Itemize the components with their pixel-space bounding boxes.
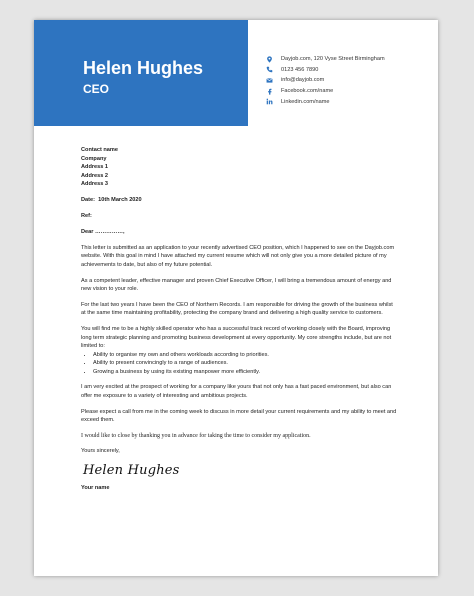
contact-block <box>266 54 385 107</box>
email-icon <box>266 77 273 84</box>
recipient-address <box>81 146 397 189</box>
signoff-name: Your name <box>81 485 110 492</box>
letter-body <box>81 146 397 493</box>
recipient-address-line2: Address 2 <box>81 172 109 179</box>
paragraph-experience: For the last two years I have been the CEO of Northern Records. I am responsible for driving the growth of the business whilst at the same time maintaining profitability, protecting the company brand and delivering a high quality service to customers. <box>81 301 393 317</box>
handwritten-signature: Helen Hughes <box>83 463 180 479</box>
linkedin-icon <box>266 98 273 105</box>
contact-email-text: info@dayjob.com <box>281 77 325 84</box>
salutation: Dear ……………, <box>81 229 125 236</box>
facebook-icon <box>266 88 273 95</box>
paragraph-intro: This letter is submitted as an application to your recently advertised CEO position, which I happened to see on the Dayjob.com website. With this goal in mind I have attached my current resume which will not only give you a more detailed picture of my achievements to date, but also of my future potential. <box>81 244 395 268</box>
list-item: • Ability to present convincingly to a range of audiences. <box>93 359 397 368</box>
list-item: • Ability to organise my own and others workloads according to priorities. <box>93 351 397 360</box>
phone-icon <box>266 66 273 73</box>
paragraph-excitement: I am very excited at the prospect of working for a company like yours that not only has a fast paced environment, but also can offer me exposure to a variety of interesting and ambitious projects. <box>81 384 392 400</box>
contact-linkedin-text: Linkedin.com/name <box>281 98 330 105</box>
location-pin-icon <box>266 56 273 63</box>
recipient-contact-name: Contact name <box>81 147 118 153</box>
recipient-company: Company <box>81 155 107 162</box>
paragraph-leader: As a competent leader, effective manager and proven Chief Executive Officer, I will bring a tremendous amount of energy and new vision to your role. <box>81 277 392 293</box>
paragraph-closing: I would like to close by thanking you in advance for taking the time to consider my application. <box>81 432 311 439</box>
recipient-address-line3: Address 3 <box>81 181 109 188</box>
applicant-name: Helen Hughes <box>83 58 204 78</box>
closing-phrase: Yours sincerely, <box>81 448 120 455</box>
list-item: • Growing a business by using its existing manpower more efficiently. <box>93 368 397 377</box>
recipient-address-line1: Address 1 <box>81 164 109 171</box>
reference-line: Ref: <box>81 212 92 219</box>
applicant-title: CEO <box>83 82 110 96</box>
strengths-list <box>81 351 397 377</box>
contact-address <box>266 54 385 65</box>
contact-facebook <box>266 86 385 97</box>
contact-linkedin <box>266 96 385 107</box>
date-value: 10th March 2020 <box>98 196 142 203</box>
contact-phone-text: 0123 456 7890 <box>281 66 319 73</box>
contact-address-text: Dayjob.com, 120 Vyse Street Birmingham <box>281 56 385 63</box>
letter-page <box>34 20 438 576</box>
contact-phone <box>266 65 385 76</box>
contact-email <box>266 75 385 86</box>
date-label: Date: <box>81 196 95 203</box>
contact-facebook-text: Facebook.com/name <box>281 88 334 95</box>
header-banner <box>34 20 248 126</box>
letter-date <box>81 196 397 205</box>
paragraph-call: Please expect a call from me in the coming week to discuss in more detail your current requirements and my ability to meet and exceed them. <box>81 408 397 424</box>
paragraph-strengths: You will find me to be a highly skilled operator who has a successful track record of working closely with the Board, improving long term strategic planning and promoting business development at every opportunity. My core strengths include, but are not limited to: <box>81 325 392 350</box>
